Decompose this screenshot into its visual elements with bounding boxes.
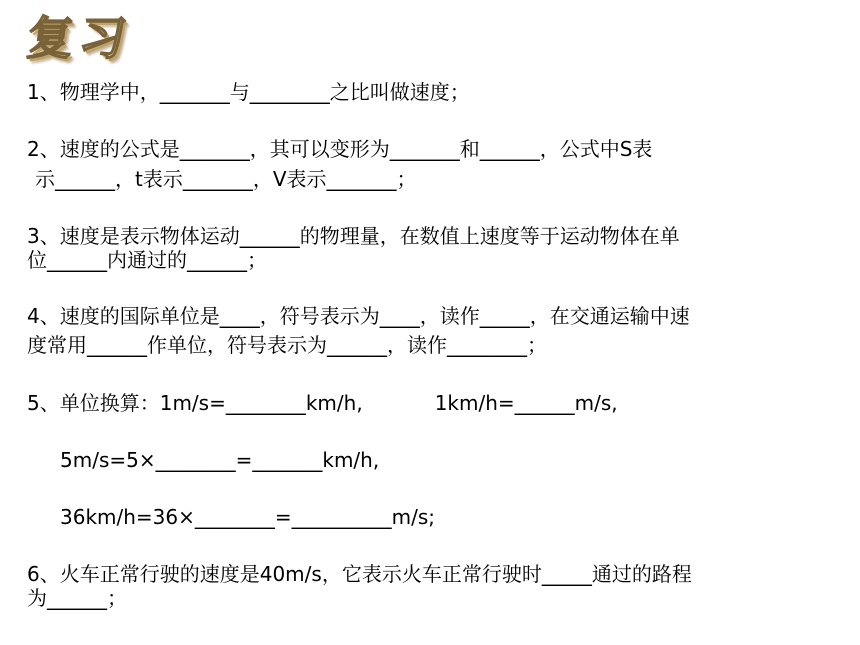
question-1-line: 1、物理学中，_______与________之比叫做速度；	[27, 80, 470, 104]
question-3-line-1: 3、速度是表示物体运动______的物理量，在数值上速度等于运动物体在单	[27, 224, 680, 248]
question-2-line-1: 2、速度的公式是_______，其可以变形为_______和______，公式中S表	[27, 137, 653, 161]
question-6-line-1: 6、火车正常行驶的速度是40m/s，它表示火车正常行驶时_____通过的路程	[27, 562, 692, 586]
question-5-line-2: 5m/s=5×________=_______km/h,	[60, 448, 380, 472]
question-5-conversion-2: 1km/h=______m/s,	[434, 391, 618, 415]
question-5-line-1	[27, 391, 618, 415]
question-5-conversion-1: 5、单位换算：1m/s=________km/h,	[27, 391, 363, 415]
question-6-line-2: 为______；	[27, 586, 127, 610]
question-4-line-1: 4、速度的国际单位是____，符号表示为____，读作_____，在交通运输中速	[27, 304, 690, 328]
question-3-line-2: 位______内通过的______；	[27, 248, 267, 272]
question-2-line-2: 示______，t表示_______，V表示_______；	[35, 167, 417, 191]
question-4-line-2: 度常用______作单位，符号表示为______，读作________；	[27, 333, 547, 357]
page-title: 复习	[23, 11, 136, 65]
question-5-line-3: 36km/h=36×________=__________m/s;	[60, 505, 436, 529]
